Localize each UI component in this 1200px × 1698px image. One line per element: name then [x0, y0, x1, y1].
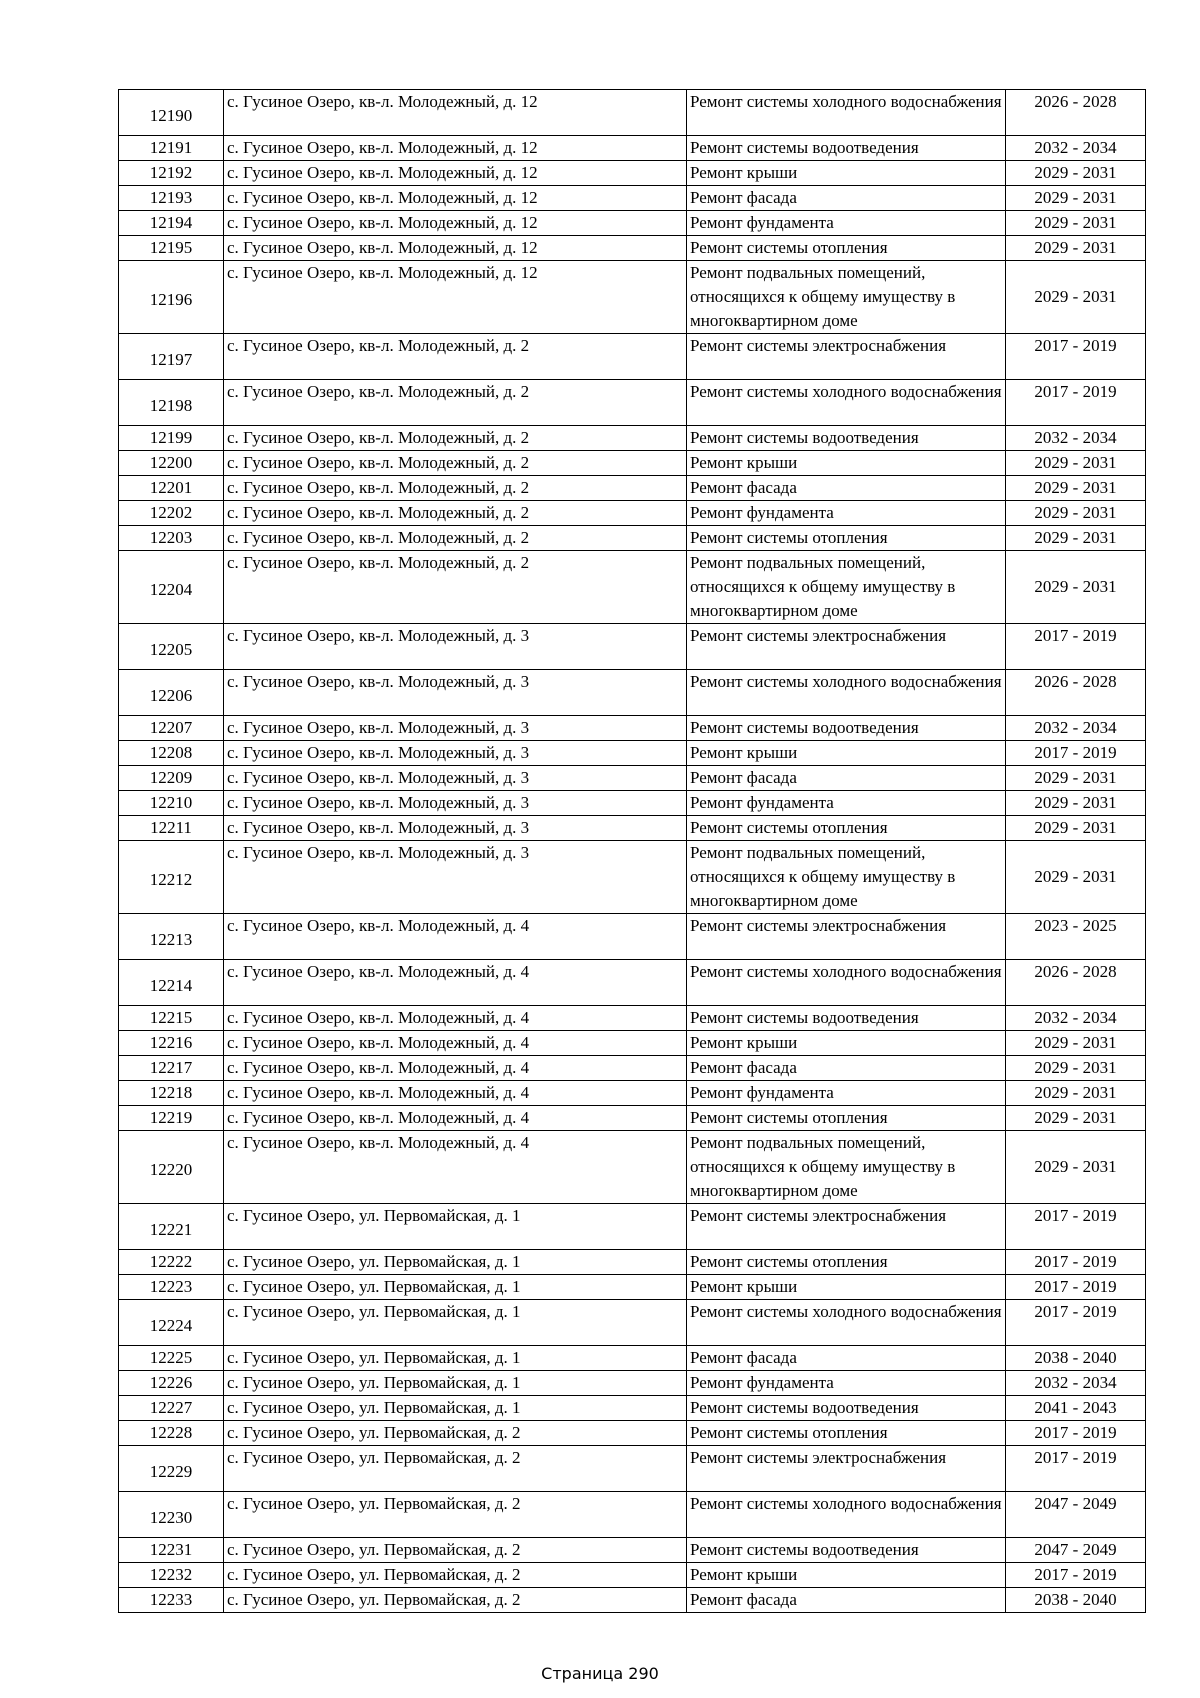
row-work-type: Ремонт фасада [687, 186, 1006, 211]
row-period: 2041 - 2043 [1006, 1396, 1146, 1421]
row-period: 2032 - 2034 [1006, 716, 1146, 741]
row-work-type: Ремонт системы холодного водоснабжения [687, 1492, 1006, 1538]
row-work-type: Ремонт системы отопления [687, 526, 1006, 551]
row-number: 12205 [119, 624, 224, 670]
table-row [119, 914, 1146, 960]
row-work-type: Ремонт системы холодного водоснабжения [687, 670, 1006, 716]
row-number: 12221 [119, 1204, 224, 1250]
table-row [119, 1081, 1146, 1106]
table-row [119, 261, 1146, 334]
row-address: с. Гусиное Озеро, кв-л. Молодежный, д. 4 [224, 1056, 687, 1081]
table-row [119, 1204, 1146, 1250]
row-work-type: Ремонт системы отопления [687, 1250, 1006, 1275]
row-period: 2029 - 2031 [1006, 161, 1146, 186]
row-work-type: Ремонт крыши [687, 1563, 1006, 1588]
row-period: 2038 - 2040 [1006, 1588, 1146, 1613]
row-period: 2029 - 2031 [1006, 261, 1146, 334]
row-address: с. Гусиное Озеро, ул. Первомайская, д. 1 [224, 1396, 687, 1421]
row-work-type: Ремонт фасада [687, 1588, 1006, 1613]
row-address: с. Гусиное Озеро, кв-л. Молодежный, д. 2 [224, 451, 687, 476]
row-work-type: Ремонт фасада [687, 1056, 1006, 1081]
row-period: 2017 - 2019 [1006, 1204, 1146, 1250]
row-period: 2029 - 2031 [1006, 1106, 1146, 1131]
table-row [119, 1492, 1146, 1538]
row-number: 12192 [119, 161, 224, 186]
row-address: с. Гусиное Озеро, ул. Первомайская, д. 1 [224, 1275, 687, 1300]
table-row [119, 1250, 1146, 1275]
row-period: 2047 - 2049 [1006, 1538, 1146, 1563]
row-period: 2026 - 2028 [1006, 960, 1146, 1006]
table-row [119, 1056, 1146, 1081]
row-number: 12201 [119, 476, 224, 501]
row-period: 2017 - 2019 [1006, 1563, 1146, 1588]
row-work-type: Ремонт системы холодного водоснабжения [687, 90, 1006, 136]
row-address: с. Гусиное Озеро, кв-л. Молодежный, д. 2 [224, 380, 687, 426]
row-work-type: Ремонт подвальных помещений, относящихся к общему имуществу в многоквартирном доме [687, 551, 1006, 624]
row-address: с. Гусиное Озеро, ул. Первомайская, д. 2 [224, 1446, 687, 1492]
row-number: 12213 [119, 914, 224, 960]
table-row [119, 501, 1146, 526]
table-row [119, 1371, 1146, 1396]
row-address: с. Гусиное Озеро, ул. Первомайская, д. 2 [224, 1421, 687, 1446]
row-work-type: Ремонт системы водоотведения [687, 1396, 1006, 1421]
table-row [119, 186, 1146, 211]
row-period: 2029 - 2031 [1006, 501, 1146, 526]
table-body [119, 90, 1146, 1613]
row-work-type: Ремонт системы электроснабжения [687, 914, 1006, 960]
row-work-type: Ремонт системы холодного водоснабжения [687, 380, 1006, 426]
row-period: 2029 - 2031 [1006, 236, 1146, 261]
row-work-type: Ремонт системы электроснабжения [687, 1446, 1006, 1492]
row-address: с. Гусиное Озеро, ул. Первомайская, д. 2 [224, 1563, 687, 1588]
row-address: с. Гусиное Озеро, ул. Первомайская, д. 2 [224, 1538, 687, 1563]
row-period: 2032 - 2034 [1006, 136, 1146, 161]
row-period: 2029 - 2031 [1006, 1031, 1146, 1056]
table-row [119, 1346, 1146, 1371]
row-number: 12204 [119, 551, 224, 624]
row-address: с. Гусиное Озеро, кв-л. Молодежный, д. 4 [224, 1081, 687, 1106]
row-work-type: Ремонт крыши [687, 1275, 1006, 1300]
row-period: 2017 - 2019 [1006, 1300, 1146, 1346]
row-period: 2026 - 2028 [1006, 670, 1146, 716]
row-address: с. Гусиное Озеро, кв-л. Молодежный, д. 3 [224, 624, 687, 670]
row-work-type: Ремонт фундамента [687, 791, 1006, 816]
row-number: 12211 [119, 816, 224, 841]
row-address: с. Гусиное Озеро, ул. Первомайская, д. 1 [224, 1300, 687, 1346]
row-number: 12212 [119, 841, 224, 914]
row-number: 12217 [119, 1056, 224, 1081]
row-address: с. Гусиное Озеро, кв-л. Молодежный, д. 2 [224, 334, 687, 380]
row-work-type: Ремонт крыши [687, 1031, 1006, 1056]
row-period: 2017 - 2019 [1006, 741, 1146, 766]
row-work-type: Ремонт подвальных помещений, относящихся к общему имуществу в многоквартирном доме [687, 841, 1006, 914]
table-row [119, 551, 1146, 624]
row-address: с. Гусиное Озеро, ул. Первомайская, д. 1 [224, 1204, 687, 1250]
row-address: с. Гусиное Озеро, кв-л. Молодежный, д. 2 [224, 526, 687, 551]
row-address: с. Гусиное Озеро, кв-л. Молодежный, д. 2 [224, 501, 687, 526]
row-period: 2029 - 2031 [1006, 476, 1146, 501]
row-address: с. Гусиное Озеро, ул. Первомайская, д. 1 [224, 1346, 687, 1371]
row-period: 2017 - 2019 [1006, 624, 1146, 670]
row-period: 2029 - 2031 [1006, 186, 1146, 211]
row-work-type: Ремонт системы электроснабжения [687, 1204, 1006, 1250]
table-row [119, 426, 1146, 451]
row-number: 12203 [119, 526, 224, 551]
row-work-type: Ремонт фундамента [687, 1371, 1006, 1396]
row-period: 2017 - 2019 [1006, 1275, 1146, 1300]
row-number: 12191 [119, 136, 224, 161]
row-period: 2038 - 2040 [1006, 1346, 1146, 1371]
row-period: 2029 - 2031 [1006, 841, 1146, 914]
row-period: 2017 - 2019 [1006, 1421, 1146, 1446]
row-number: 12193 [119, 186, 224, 211]
row-address: с. Гусиное Озеро, кв-л. Молодежный, д. 2 [224, 551, 687, 624]
row-work-type: Ремонт фундамента [687, 211, 1006, 236]
row-period: 2029 - 2031 [1006, 526, 1146, 551]
table-row [119, 1275, 1146, 1300]
row-address: с. Гусиное Озеро, кв-л. Молодежный, д. 12 [224, 236, 687, 261]
row-number: 12227 [119, 1396, 224, 1421]
repair-schedule-table [118, 89, 1146, 1613]
row-address: с. Гусиное Озеро, кв-л. Молодежный, д. 12 [224, 161, 687, 186]
row-address: с. Гусиное Озеро, кв-л. Молодежный, д. 3 [224, 766, 687, 791]
row-work-type: Ремонт фундамента [687, 501, 1006, 526]
table-row [119, 1106, 1146, 1131]
row-address: с. Гусиное Озеро, ул. Первомайская, д. 1 [224, 1250, 687, 1275]
table-row [119, 334, 1146, 380]
table-row [119, 1563, 1146, 1588]
row-work-type: Ремонт фундамента [687, 1081, 1006, 1106]
row-address: с. Гусиное Озеро, ул. Первомайская, д. 2 [224, 1492, 687, 1538]
row-number: 12230 [119, 1492, 224, 1538]
table-row [119, 236, 1146, 261]
row-number: 12229 [119, 1446, 224, 1492]
row-number: 12233 [119, 1588, 224, 1613]
row-number: 12209 [119, 766, 224, 791]
row-address: с. Гусиное Озеро, кв-л. Молодежный, д. 3 [224, 816, 687, 841]
table-row [119, 161, 1146, 186]
row-work-type: Ремонт системы водоотведения [687, 1538, 1006, 1563]
row-address: с. Гусиное Озеро, кв-л. Молодежный, д. 12 [224, 90, 687, 136]
row-work-type: Ремонт системы отопления [687, 1106, 1006, 1131]
table-row [119, 960, 1146, 1006]
row-period: 2032 - 2034 [1006, 1371, 1146, 1396]
row-period: 2029 - 2031 [1006, 551, 1146, 624]
table-row [119, 1006, 1146, 1031]
row-address: с. Гусиное Озеро, кв-л. Молодежный, д. 4 [224, 1131, 687, 1204]
row-number: 12223 [119, 1275, 224, 1300]
row-work-type: Ремонт фасада [687, 476, 1006, 501]
table-row [119, 1131, 1146, 1204]
row-period: 2029 - 2031 [1006, 451, 1146, 476]
row-period: 2029 - 2031 [1006, 211, 1146, 236]
table-row [119, 90, 1146, 136]
row-address: с. Гусиное Озеро, ул. Первомайская, д. 2 [224, 1588, 687, 1613]
row-period: 2017 - 2019 [1006, 1250, 1146, 1275]
table-row [119, 841, 1146, 914]
row-number: 12222 [119, 1250, 224, 1275]
row-number: 12219 [119, 1106, 224, 1131]
row-address: с. Гусиное Озеро, кв-л. Молодежный, д. 4 [224, 1006, 687, 1031]
table-row [119, 451, 1146, 476]
row-address: с. Гусиное Озеро, кв-л. Молодежный, д. 3 [224, 670, 687, 716]
row-work-type: Ремонт фасада [687, 1346, 1006, 1371]
row-period: 2029 - 2031 [1006, 1056, 1146, 1081]
row-number: 12207 [119, 716, 224, 741]
row-number: 12195 [119, 236, 224, 261]
row-number: 12215 [119, 1006, 224, 1031]
row-period: 2032 - 2034 [1006, 426, 1146, 451]
row-work-type: Ремонт системы холодного водоснабжения [687, 960, 1006, 1006]
row-period: 2017 - 2019 [1006, 334, 1146, 380]
row-number: 12196 [119, 261, 224, 334]
row-address: с. Гусиное Озеро, кв-л. Молодежный, д. 4 [224, 1106, 687, 1131]
row-work-type: Ремонт системы отопления [687, 236, 1006, 261]
row-address: с. Гусиное Озеро, кв-л. Молодежный, д. 3 [224, 716, 687, 741]
row-work-type: Ремонт системы холодного водоснабжения [687, 1300, 1006, 1346]
table-row [119, 1396, 1146, 1421]
table-row [119, 791, 1146, 816]
row-period: 2029 - 2031 [1006, 816, 1146, 841]
row-work-type: Ремонт системы отопления [687, 1421, 1006, 1446]
row-period: 2023 - 2025 [1006, 914, 1146, 960]
row-number: 12206 [119, 670, 224, 716]
row-period: 2032 - 2034 [1006, 1006, 1146, 1031]
table-row [119, 766, 1146, 791]
row-period: 2029 - 2031 [1006, 766, 1146, 791]
row-number: 12210 [119, 791, 224, 816]
row-work-type: Ремонт крыши [687, 451, 1006, 476]
row-address: с. Гусиное Озеро, кв-л. Молодежный, д. 4 [224, 960, 687, 1006]
table-row [119, 741, 1146, 766]
row-work-type: Ремонт системы электроснабжения [687, 334, 1006, 380]
row-number: 12232 [119, 1563, 224, 1588]
row-work-type: Ремонт крыши [687, 161, 1006, 186]
row-period: 2017 - 2019 [1006, 1446, 1146, 1492]
row-period: 2017 - 2019 [1006, 380, 1146, 426]
row-period: 2029 - 2031 [1006, 791, 1146, 816]
table-row [119, 211, 1146, 236]
row-work-type: Ремонт системы водоотведения [687, 426, 1006, 451]
row-number: 12228 [119, 1421, 224, 1446]
row-address: с. Гусиное Озеро, кв-л. Молодежный, д. 12 [224, 211, 687, 236]
row-number: 12220 [119, 1131, 224, 1204]
table-row [119, 1538, 1146, 1563]
table-row [119, 1031, 1146, 1056]
row-work-type: Ремонт системы водоотведения [687, 1006, 1006, 1031]
row-work-type: Ремонт подвальных помещений, относящихся к общему имуществу в многоквартирном доме [687, 1131, 1006, 1204]
row-address: с. Гусиное Озеро, кв-л. Молодежный, д. 4 [224, 914, 687, 960]
row-number: 12197 [119, 334, 224, 380]
row-number: 12214 [119, 960, 224, 1006]
row-work-type: Ремонт подвальных помещений, относящихся к общему имуществу в многоквартирном доме [687, 261, 1006, 334]
row-address: с. Гусиное Озеро, кв-л. Молодежный, д. 3 [224, 841, 687, 914]
row-number: 12194 [119, 211, 224, 236]
row-work-type: Ремонт фасада [687, 766, 1006, 791]
row-address: с. Гусиное Озеро, кв-л. Молодежный, д. 12 [224, 186, 687, 211]
table-row [119, 670, 1146, 716]
row-work-type: Ремонт системы водоотведения [687, 136, 1006, 161]
table-row [119, 624, 1146, 670]
row-number: 12224 [119, 1300, 224, 1346]
table-row [119, 136, 1146, 161]
row-address: с. Гусиное Озеро, кв-л. Молодежный, д. 2 [224, 426, 687, 451]
table-row [119, 476, 1146, 501]
row-number: 12225 [119, 1346, 224, 1371]
row-period: 2029 - 2031 [1006, 1081, 1146, 1106]
row-work-type: Ремонт системы водоотведения [687, 716, 1006, 741]
row-number: 12202 [119, 501, 224, 526]
row-address: с. Гусиное Озеро, кв-л. Молодежный, д. 2 [224, 476, 687, 501]
row-period: 2029 - 2031 [1006, 1131, 1146, 1204]
row-number: 12231 [119, 1538, 224, 1563]
row-address: с. Гусиное Озеро, кв-л. Молодежный, д. 12 [224, 261, 687, 334]
row-work-type: Ремонт системы электроснабжения [687, 624, 1006, 670]
table-row [119, 1300, 1146, 1346]
row-work-type: Ремонт системы отопления [687, 816, 1006, 841]
table-row [119, 1421, 1146, 1446]
row-number: 12198 [119, 380, 224, 426]
table-row [119, 1588, 1146, 1613]
row-number: 12208 [119, 741, 224, 766]
page-number: Страница 290 [541, 1664, 659, 1683]
table-row [119, 380, 1146, 426]
row-number: 12218 [119, 1081, 224, 1106]
row-address: с. Гусиное Озеро, кв-л. Молодежный, д. 4 [224, 1031, 687, 1056]
row-period: 2026 - 2028 [1006, 90, 1146, 136]
row-number: 12199 [119, 426, 224, 451]
row-number: 12190 [119, 90, 224, 136]
table-row [119, 716, 1146, 741]
table-row [119, 526, 1146, 551]
table-row [119, 816, 1146, 841]
table-row [119, 1446, 1146, 1492]
row-number: 12216 [119, 1031, 224, 1056]
row-address: с. Гусиное Озеро, кв-л. Молодежный, д. 3 [224, 791, 687, 816]
row-address: с. Гусиное Озеро, кв-л. Молодежный, д. 3 [224, 741, 687, 766]
row-number: 12200 [119, 451, 224, 476]
row-address: с. Гусиное Озеро, ул. Первомайская, д. 1 [224, 1371, 687, 1396]
row-number: 12226 [119, 1371, 224, 1396]
row-address: с. Гусиное Озеро, кв-л. Молодежный, д. 12 [224, 136, 687, 161]
row-period: 2047 - 2049 [1006, 1492, 1146, 1538]
row-work-type: Ремонт крыши [687, 741, 1006, 766]
